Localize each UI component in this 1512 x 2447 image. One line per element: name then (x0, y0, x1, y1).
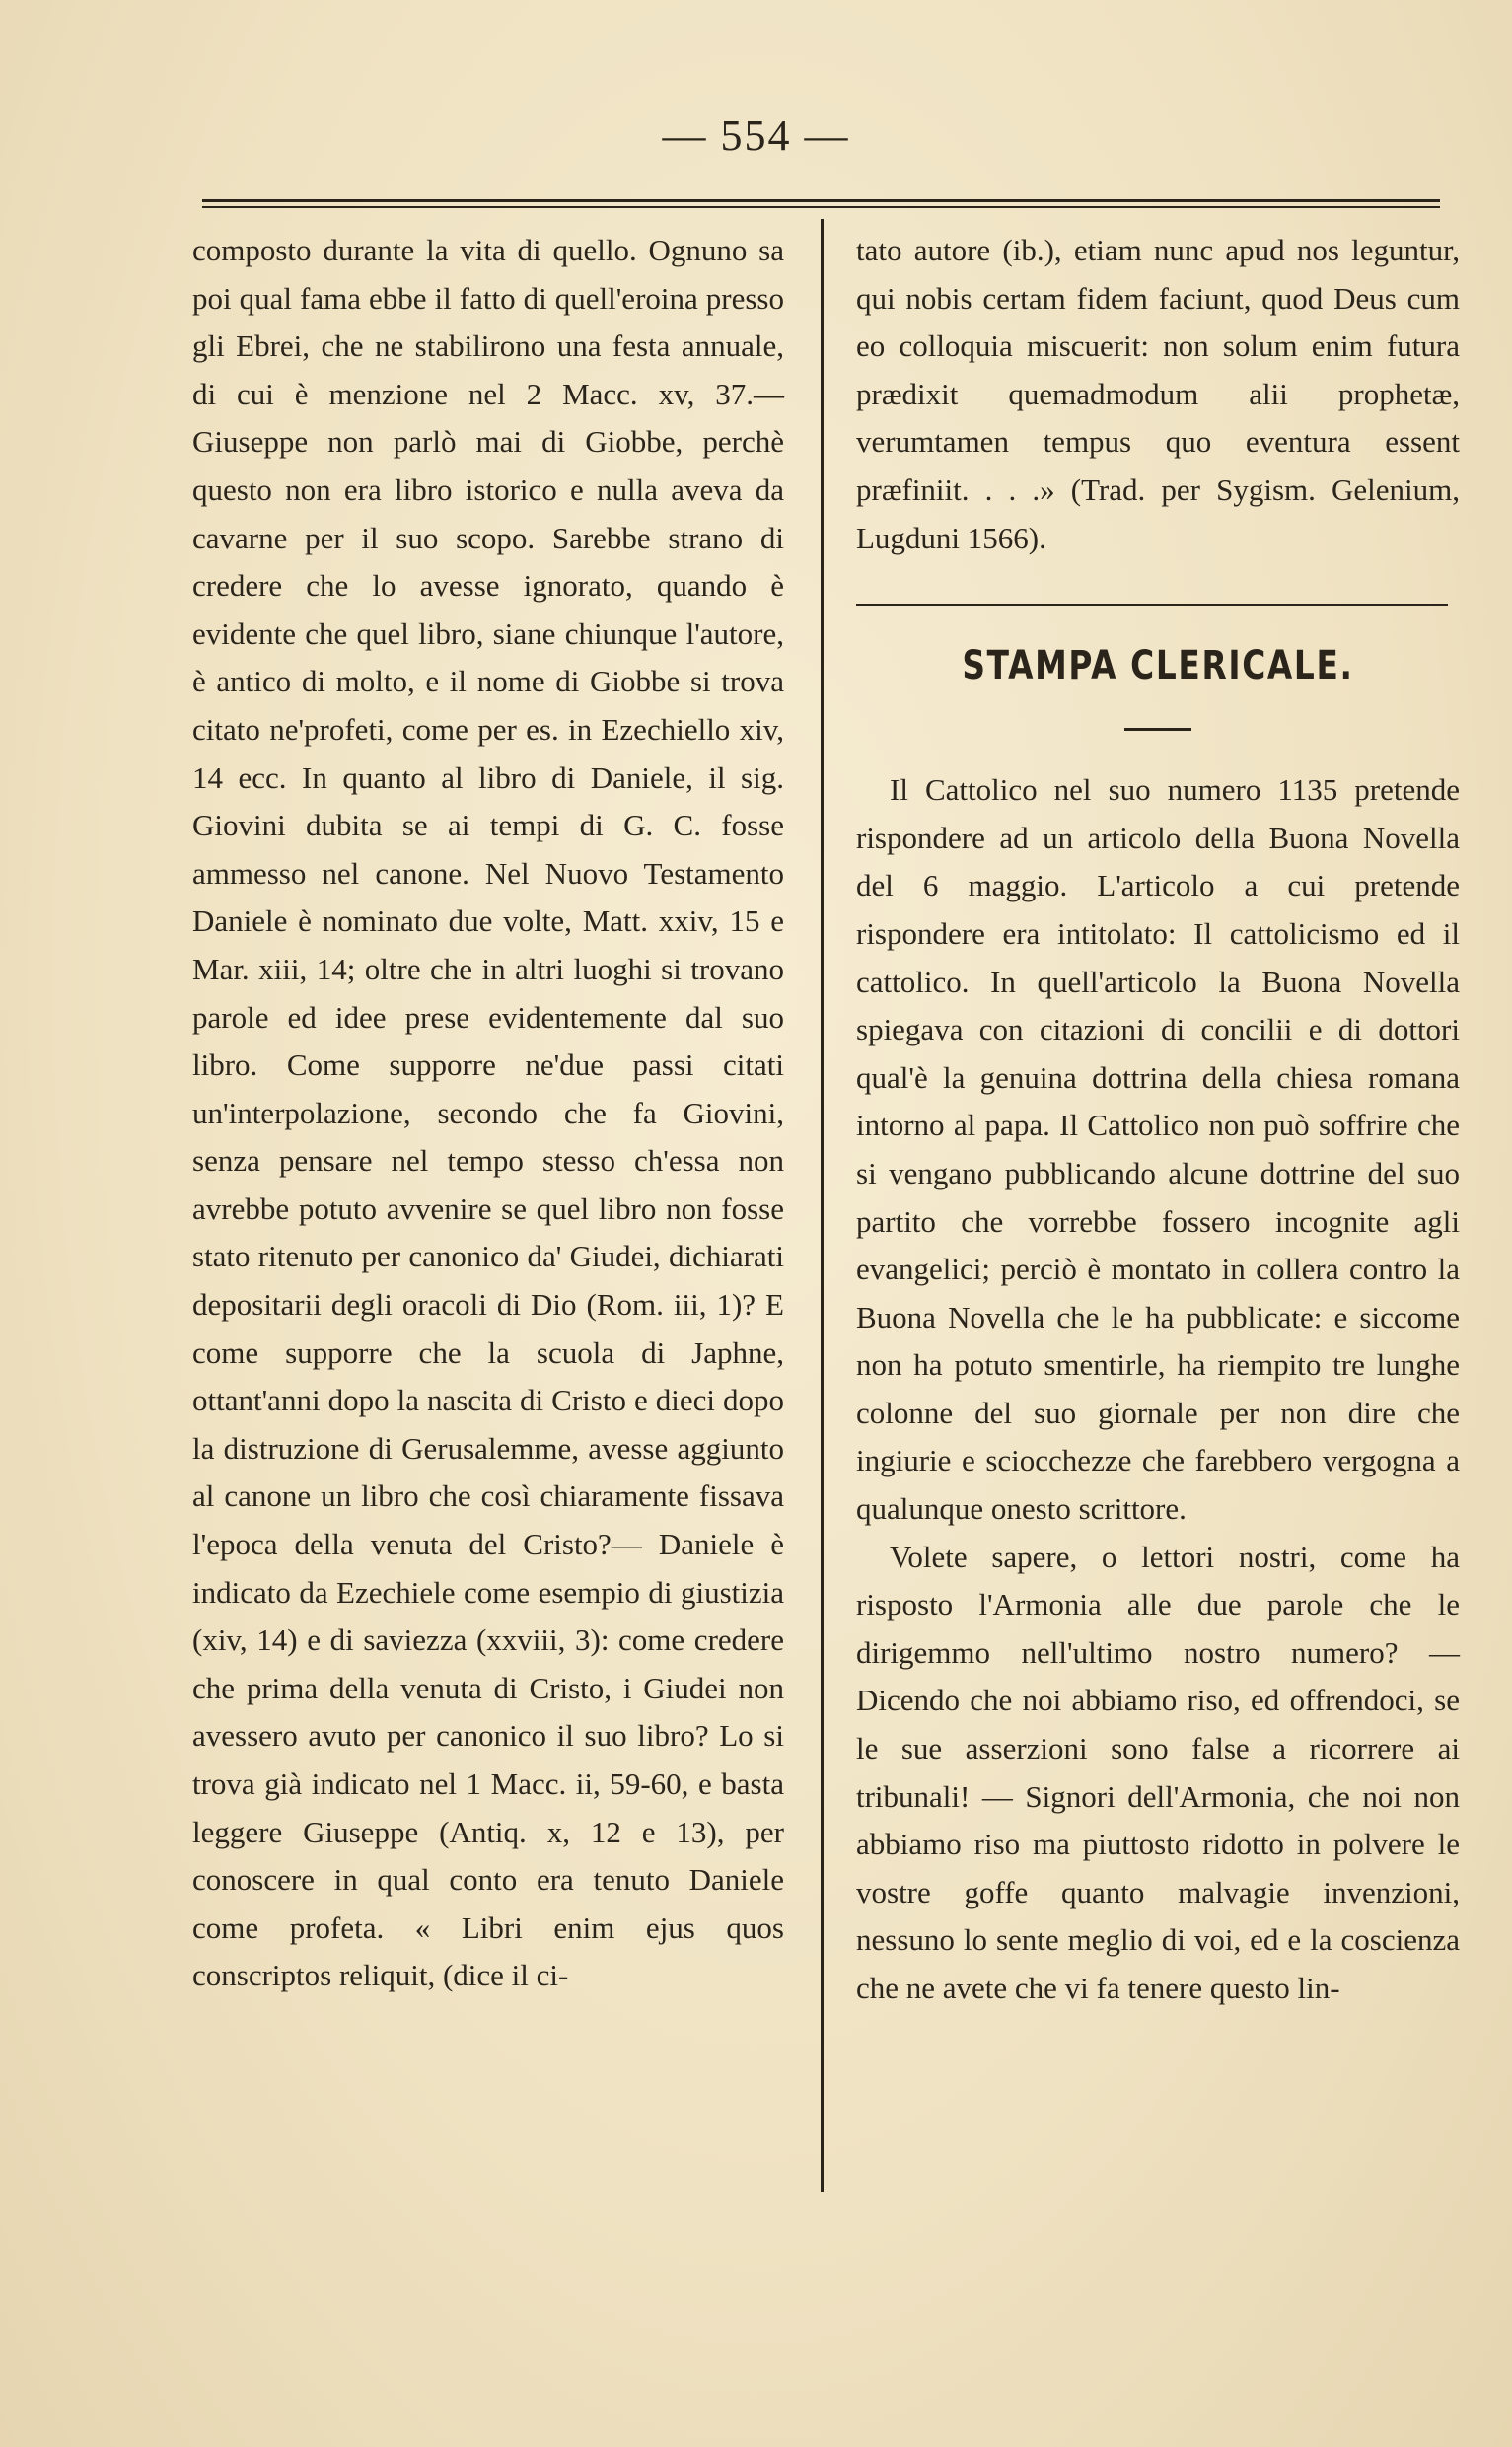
section-separator-rule (856, 604, 1448, 606)
section-title: STAMPA CLERICALE. (962, 643, 1354, 689)
header-double-rule (202, 199, 1440, 208)
right-paragraph-armonia: Volete sapere, o lettori nostri, come ha risposto l'Armonia alle due parole che le dirigemmo nell'ultimo nostro numero? — Dicendo che noi abbiamo riso, ed offrendoci, se le sue asserzioni sono false a ricorrere ai tribunali! — Signori dell'Armonia, che noi non abbiamo riso ma piuttosto ridotto in polvere le vostre goffe quanto malvagie invenzioni, nessuno lo sente meglio di voi, ed e la coscienza che ne avete che vi fa tenere questo lin- (856, 1539, 1460, 2005)
page-number-header: — 554 — (662, 111, 850, 160)
title-underline-rule (1124, 728, 1191, 731)
left-paragraph: composto durante la vita di quello. Ognuno sa poi qual fama ebbe il fatto di quell'eroina presso gli Ebrei, che ne stabilirono una festa annuale, di cui è menzione nel 2 Macc. xv, 37.—Giuseppe non parlò mai di Giobbe, perchè questo non era libro istorico e nulla aveva da cavarne per il suo scopo. Sarebbe strano di credere che lo avesse ignorato, quando è evidente che quel libro, siane chiunque l'autore, è antico di molto, e il nome di Giobbe si trova citato ne'profeti, come per es. in Ezechiello xiv, 14 ecc. In quanto al libro di Daniele, il sig. Giovini dubita se ai tempi di G. C. fosse ammesso nel canone. Nel Nuovo Testamento Daniele è nominato due volte, Matt. xxiv, 15 e Mar. xiii, 14; oltre che in altri luoghi si trovano parole ed idee prese evidentemente dal suo libro. Come supporre ne'due passi citati un'interpolazione, secondo che fa Giovini, senza pensare nel tempo stesso ch'essa non avrebbe potuto avvenire se quel libro non fosse stato ritenuto per canonico da' Giudei, dichiarati depositarii degli oracoli di Dio (Rom. iii, 1)? E come supporre che la scuola di Japhne, ottant'anni dopo la nascita di Cristo e dieci dopo la distruzione di Gerusalemme, avesse aggiunto al canone un libro che così chiaramente fissava l'epoca della venuta del Cristo?— Daniele è indicato da Ezechiele come esempio di giustizia (xiv, 14) e di saviezza (xxviii, 3): come credere che prima della venuta di Cristo, i Giudei non avessero avuto per canonico il suo libro? Lo si trova già indicato nel 1 Macc. ii, 59-60, e basta leggere Giuseppe (Antiq. x, 12 e 13), per conoscere in qual conto era tenuto Daniele come profeta. « Libri enim ejus quos conscriptos reliquit, (dice il ci- (192, 233, 784, 1993)
right-column (856, 227, 1460, 2013)
column-divider (821, 219, 824, 2192)
right-paragraph-cattolico: Il Cattolico nel suo numero 1135 pretende rispondere ad un articolo della Buona Novella del 6 maggio. L'articolo a cui pretende rispondere era intitolato: Il cattolicismo ed il cattolico. In quell'articolo la Buona Novella spiegava con citazioni di concilii e di dottori qual'è la genuina dottrina della chiesa romana intorno al papa. Il Cattolico non può soffrire che si vengano pubblicando alcune dottrine del suo partito che vorrebbe fossero incognite agli evangelici; perciò è montato in collera contro la Buona Novella che le ha pubblicate: e siccome non ha potuto smentirle, ha riempito tre lunghe colonne del suo giornale per non dire che ingiurie e sciocchezze che farebbero vergogna a qualunque onesto scrittore. (856, 772, 1460, 1527)
left-column (192, 227, 784, 2000)
right-paragraph-continuation: tato autore (ib.), etiam nunc apud nos leguntur, qui nobis certam fidem faciunt, quod Deus cum eo colloquia miscuerit: non solum enim futura prædixit quemadmodum alii prophetæ, verumtamen tempus quo eventura essent præfiniit. . . .» (Trad. per Sygism. Gelenium, Lugduni 1566). (856, 233, 1460, 555)
